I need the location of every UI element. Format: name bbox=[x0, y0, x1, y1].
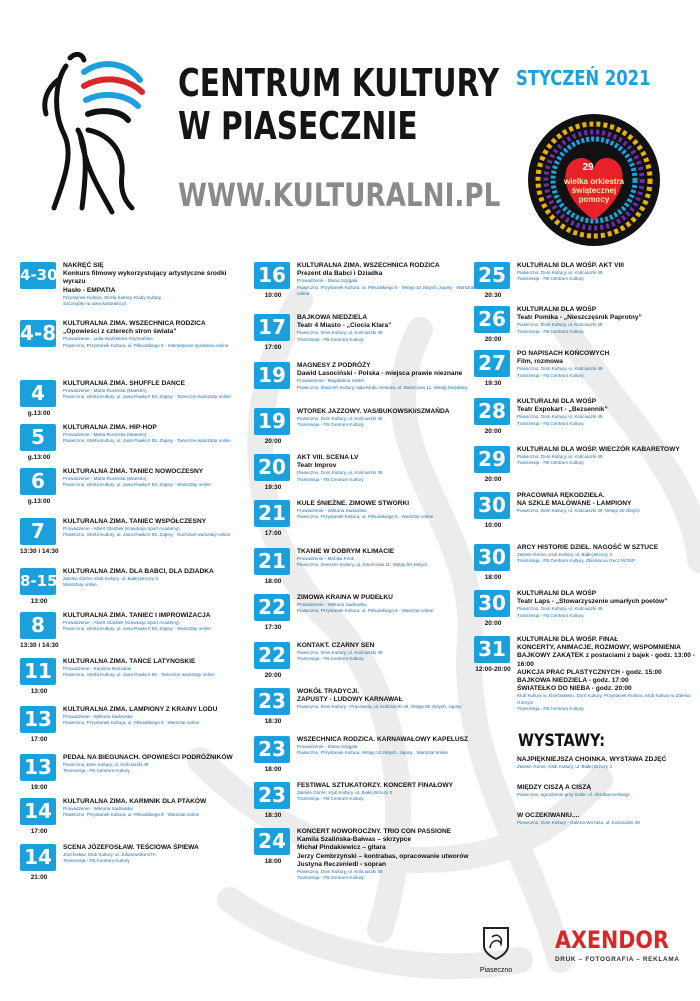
event-date-badge bbox=[20, 754, 58, 791]
event-date-badge bbox=[20, 518, 58, 555]
event-date-badge bbox=[254, 688, 292, 725]
wosp-badge bbox=[526, 112, 662, 248]
event-date: 4 bbox=[20, 380, 56, 407]
event-subtitle: Teatr 4 Miasto - „Ciocia Klara” bbox=[297, 322, 392, 330]
event-date: 23 bbox=[254, 688, 290, 715]
event-date: 27 bbox=[474, 350, 510, 377]
event-meta: Prowadzenie - Diana Szygała bbox=[297, 744, 358, 750]
axendor-name: AXENDOR bbox=[555, 926, 669, 954]
event-meta: Piaseczno, Dom Kultury, ul. Kościuszki 49 bbox=[297, 650, 383, 656]
event-details bbox=[297, 548, 477, 569]
event-details bbox=[63, 320, 243, 349]
event-title: KULTURALNI DLA WOŚP bbox=[517, 590, 597, 597]
event-meta: Piaseczno, Dom Kultury - Pracownia, ul. Kościuszki 49, Wstęp 80 złotych, zapisy bbox=[297, 704, 462, 710]
event-subtitle: Hasło - EMPATIA bbox=[63, 286, 116, 294]
event-subtitle: AUKCJA PRAC PLASTYCZNYCH - godz. 15:00 bbox=[517, 668, 662, 676]
event-details bbox=[63, 658, 243, 679]
event-date: 24 bbox=[254, 828, 290, 855]
event-title: KULTURALNI DLA WOŚP bbox=[517, 306, 597, 313]
event-title: KULTURALNA ZIMA. TAŃCE LATYNOSKIE bbox=[63, 658, 196, 665]
event-title: TKANIE W DOBRYM KLIMACIE bbox=[297, 548, 395, 555]
event-title: KULE ŚNIEŻNE. ZIMOWE STWORKI bbox=[297, 500, 410, 507]
event-date-badge bbox=[474, 492, 512, 529]
event-details bbox=[517, 446, 697, 467]
event-meta: Piaseczno, Dom Kultury, ul. Kościuszki 49 bbox=[297, 416, 383, 422]
event-meta: Piaseczno, Dom Kultury, ul. Kościuszki 49 bbox=[297, 470, 383, 476]
event-date-badge bbox=[254, 500, 292, 537]
event-meta: Transmisja - FB Centrum Kultury bbox=[297, 796, 364, 802]
event-meta: Piaseczno, Dom Kultury, ul. Kościuszki 49 bbox=[63, 762, 149, 768]
event-meta: Transmisja - FB Centrum Kultury bbox=[517, 460, 584, 466]
event-details bbox=[63, 844, 243, 865]
event-meta: Prowadzenie - Wiktoria Sadowska bbox=[297, 602, 367, 608]
month-heading: STYCZEŃ 2021 bbox=[516, 66, 651, 90]
event-meta: Transmisja - FB Centrum Kultury bbox=[63, 768, 130, 774]
event-details bbox=[517, 544, 697, 565]
event-details bbox=[517, 350, 697, 379]
event-meta: Szczegóły na www.kulturalni.pl bbox=[63, 301, 126, 307]
event-title: AKT VIII. SCENA LV bbox=[297, 454, 359, 461]
event-date-badge bbox=[474, 446, 512, 483]
event-details bbox=[297, 262, 477, 297]
event-meta: Prowadzenie - Diana Szygała bbox=[297, 278, 358, 284]
event-details bbox=[517, 262, 697, 283]
event-meta: Transmisja - FB Centrum Kultury bbox=[297, 476, 364, 482]
event-date: 19 bbox=[254, 408, 290, 435]
event-title: KULTURALNA ZIMA. DLA BABCI, DLA DZIADKA bbox=[63, 568, 214, 575]
piaseczno-crest-icon bbox=[481, 926, 511, 960]
event-date-badge bbox=[254, 782, 292, 819]
event-title: KULTURALNA ZIMA. LAMPIONY Z KRAINY LODU bbox=[63, 706, 218, 713]
event-title: KULTURALNI DLA WOŚP. AKT VIII bbox=[517, 262, 624, 269]
event-meta: Zalesie Górne, Klub Kultury, ul. Białej Brzozy 3 bbox=[297, 790, 392, 796]
event-meta: Transmisja - FB Centrum Kultury, Zbiórka na rzecz WOŚP bbox=[517, 558, 636, 564]
event-meta: Transmisja - FB Centrum Kultury bbox=[517, 276, 584, 282]
event-subtitle: Dawid Lasociński - Polska - miejsca prawie nieznane bbox=[297, 370, 463, 378]
event-title: BAJKOWA NIEDZIELA bbox=[297, 314, 368, 321]
event-meta: Piaseczno, Dom Kultury, ul. Kościuszki 49 bbox=[297, 869, 383, 875]
event-title: KULTURALNA ZIMA. SHUFFLE DANCE bbox=[63, 380, 185, 387]
event-date: 31 bbox=[474, 636, 510, 663]
wosp-final: 29 bbox=[582, 162, 594, 173]
axendor-tagline: DRUK – FOTOGRAFIA – REKLAMA bbox=[555, 956, 680, 963]
event-subtitle: Teatr Expokart - „Bezsennik” bbox=[517, 406, 608, 414]
event-date: 25 bbox=[474, 262, 510, 289]
event-date-badge bbox=[20, 320, 58, 350]
event-time: 17:30 bbox=[264, 624, 282, 631]
event-time: 21:00 bbox=[30, 874, 48, 881]
event-title: KULTURALNA ZIMA. TANIEC WSPÓŁCZESNY bbox=[63, 518, 207, 525]
event-date-badge bbox=[254, 594, 292, 631]
event-meta: Transmisja - FB Centrum Kultury bbox=[517, 372, 584, 378]
event-date-badge bbox=[254, 262, 292, 299]
event-details bbox=[63, 380, 243, 401]
event-date: 30 bbox=[474, 590, 510, 617]
event-subtitle: KONCERTY, ANIMACJE, ROZMOWY, WSPOMNIENIA bbox=[517, 644, 681, 652]
event-time: 10:00 bbox=[264, 292, 282, 299]
event-details bbox=[517, 636, 697, 712]
event-date-badge bbox=[474, 544, 512, 581]
event-meta: Prowadzenie - Wiktoria Sadowska bbox=[63, 806, 133, 812]
event-date-badge bbox=[254, 362, 292, 392]
event-time: 20:00 bbox=[484, 428, 502, 435]
event-meta: Piaseczno, Strefa Kultury, ul. Jana Pawła II 55, Zapisy · Ruchowe warsztaty online bbox=[63, 532, 231, 538]
event-date: 28 bbox=[474, 398, 510, 425]
event-title: SCENA JÓZEFOSŁAW. TEŚCIOWA ŚPIEWA bbox=[63, 844, 199, 851]
event-details bbox=[63, 568, 243, 589]
event-subtitle: Prezent dla Babci i Dziadka bbox=[297, 270, 383, 278]
event-time: 17:00 bbox=[30, 736, 48, 743]
event-meta: Transmisja - FB Centrum Kultury bbox=[517, 328, 584, 334]
event-date-badge bbox=[474, 306, 512, 343]
exhibition-item bbox=[474, 812, 689, 826]
event-details bbox=[297, 642, 477, 663]
event-meta: Piaseczno, Dom Kultury, ul. Kościuszki 49 bbox=[297, 330, 383, 336]
event-meta: Prowadzenie - Karolina Muszalak bbox=[63, 666, 132, 672]
event-time: 18:00 bbox=[484, 574, 502, 581]
event-meta: Józefosław, Klub Kultury, ul. Julianowska 67A bbox=[63, 852, 156, 858]
event-details bbox=[297, 314, 477, 343]
event-date-badge bbox=[254, 548, 292, 585]
event-date: 22 bbox=[254, 594, 290, 621]
event-time: 13:00 bbox=[30, 598, 48, 605]
event-subtitle: Kamila Szalińska-Bałwas – skrzypce bbox=[297, 836, 411, 844]
axendor-logo bbox=[555, 926, 687, 963]
event-meta: Prowadzenie - Wiktoria Sadowska bbox=[297, 508, 367, 514]
event-date: 5 bbox=[20, 424, 56, 451]
event-date-badge bbox=[254, 828, 292, 865]
exhibition-item bbox=[474, 784, 689, 798]
event-title: KONTAKT. CZARNY SEN bbox=[297, 642, 375, 649]
event-meta: Prowadzenie - Lidia Iwaśniecka-Szymańska bbox=[63, 336, 153, 342]
event-subtitle: BAJKOWY ZAKĄTEK z postaciami z bajek - godz. 13:00 - 16:00 bbox=[517, 652, 695, 668]
event-date-badge bbox=[254, 642, 292, 679]
event-meta: Piaseczno, Przystanek Kultura, ul. Piłsudskiego 8 · Warsztat online bbox=[63, 720, 200, 726]
exhibition-venue: Zalesie Górne, Klub Kultury, ul. Białej Brzozy 3 bbox=[517, 764, 612, 769]
event-time: 13:30 i 14:30 bbox=[20, 548, 59, 555]
event-subtitle: Teatr Laps - „Stowarzyszenie umarłych poetów” bbox=[517, 598, 668, 606]
event-date: 6 bbox=[20, 468, 56, 495]
exhibition-venue: Piaseczno, ogrodzenie przy Galer. ul. Skrobanovskiego bbox=[517, 792, 630, 797]
event-time: 18:00 bbox=[264, 578, 282, 585]
exhibition-title: NAJPIĘKNIEJSZA CHOINKA. WYSTAWA ZDJĘĆ bbox=[517, 756, 667, 763]
event-date: 23 bbox=[254, 736, 290, 763]
event-date-badge bbox=[20, 706, 58, 743]
event-meta: Transmisja - FB Centrum Kultury bbox=[297, 422, 364, 428]
event-meta: Piaseczno, Dworzec Kultury, sala Klubu Seniora, ul. Dworcowa 11, Wstęp bezpłatny bbox=[297, 384, 468, 390]
event-title: NAKRĘĆ SIĘ bbox=[63, 262, 104, 269]
event-time: 13:30 i 14:30 bbox=[20, 642, 59, 649]
event-date: 13 bbox=[20, 754, 56, 781]
event-date-badge bbox=[20, 798, 58, 835]
event-title: KULTURALNA ZIMA. KARMNIK DLA PTAKÓW bbox=[63, 798, 207, 805]
event-date: 7 bbox=[20, 518, 56, 545]
event-meta: Piaseczno, Dom Kultury, ul. Kościuszki 49 bbox=[517, 270, 603, 276]
event-date-badge bbox=[20, 380, 58, 417]
event-title: PEDAŁ NA BIEGUNACH. OPOWIEŚCI PODRÓŻNIKÓW bbox=[63, 754, 233, 761]
event-date-badge bbox=[20, 844, 58, 881]
event-meta: Klub Kultury w Józefosławiu, Dom Kultury, Przystanek Kultura, Klub Kultury w Zalesiu Górnym bbox=[517, 693, 691, 705]
event-details bbox=[63, 798, 243, 819]
event-date-badge bbox=[20, 568, 58, 605]
event-date: 14 bbox=[20, 844, 56, 871]
event-meta: Prowadzenie - Marta Rusinska (Maestro) bbox=[63, 432, 147, 438]
event-title: KULTURALNI DLA WOŚP. FINAŁ bbox=[517, 636, 619, 643]
event-title: WTOREK JAZZOWY. VAS/BUKOWSKI/SZMAŃDA bbox=[297, 408, 450, 415]
event-details bbox=[297, 688, 477, 711]
event-meta: Prowadzenie - Wiktoria Sadowska bbox=[63, 714, 133, 720]
event-date-badge bbox=[20, 424, 58, 461]
event-date-badge bbox=[254, 408, 292, 445]
event-title: KONCERT NOWOROCZNY. TRIO CON PASSIONE bbox=[297, 828, 452, 835]
event-meta: Piaseczno, Przystanek Kultura, ul. Piłsudskiego 8 · Interaktywne spotkania online bbox=[63, 342, 229, 348]
event-meta: Warsztaty online bbox=[63, 582, 97, 588]
centrum-kultury-logo bbox=[28, 30, 148, 215]
title-line-2: W PIASECZNIE bbox=[178, 104, 418, 148]
event-meta: Piaseczno, Strefa Kultury, ul. Jana Pawła II 55, Zapisy · Warsztaty online bbox=[63, 482, 211, 488]
event-meta: Piaseczno, Dworzec Kultury, ul. Dworcowa 11, Wstęp 60 złotych bbox=[297, 562, 428, 568]
event-details bbox=[63, 754, 243, 775]
event-date: 20 bbox=[254, 454, 290, 481]
event-details bbox=[297, 782, 477, 803]
event-title: FESTIWAL SZTUKATORZY. KONCERT FINAŁOWY bbox=[297, 782, 454, 789]
event-time: 19:30 bbox=[484, 380, 502, 387]
event-time: 20:00 bbox=[484, 620, 502, 627]
event-time: 18:30 bbox=[264, 812, 282, 819]
event-title: ZIMOWA KRAINA W PUDEŁKU bbox=[297, 594, 393, 601]
event-meta: Transmisja - FB Centrum Kultury bbox=[297, 875, 364, 881]
event-subtitle: Michał Pindakiewicz – gitara bbox=[297, 844, 386, 852]
event-title: KULTURALNA ZIMA. TANIEC I IMPROWIZACJA bbox=[63, 612, 211, 619]
event-date: 29 bbox=[474, 446, 510, 473]
event-meta: Piaseczno, Przystanek Kultura, Wstęp 10 złotych, zapisy · Warsztat online bbox=[297, 750, 448, 756]
exhibition-title: W OCZEKIWANIU.... bbox=[517, 812, 580, 819]
event-details bbox=[297, 594, 477, 615]
event-date-badge bbox=[20, 262, 58, 292]
event-title: PO NAPISACH KOŃCOWYCH bbox=[517, 350, 610, 357]
event-time: g.13:00 bbox=[27, 498, 51, 505]
exhibitions-heading: WYSTAWY: bbox=[518, 731, 606, 751]
event-meta: Transmisja - FB Centrum Kultury bbox=[517, 705, 584, 711]
event-meta: Piaseczno, Przystanek Kultura, ul. Piłsudskiego 8 · Wstęp 10 złotych, zapisy · Warsztat online bbox=[297, 284, 475, 296]
event-meta: Prowadzenie - Monika Fenk bbox=[297, 556, 354, 562]
event-meta: Piaseczno, Dom Kultury, ul. Kościuszki 49 bbox=[517, 366, 603, 372]
title-line-1: CENTRUM KULTURY bbox=[178, 61, 500, 105]
event-details bbox=[63, 424, 243, 445]
event-time: g.13:00 bbox=[27, 454, 51, 461]
event-details bbox=[297, 454, 477, 483]
event-date: 11 bbox=[20, 658, 56, 685]
event-time: 20:00 bbox=[264, 438, 282, 445]
event-time: 12:00-20:00 bbox=[475, 666, 511, 673]
event-meta: Przystanek Kultura, Strefa Kultury, Klaby Kultury bbox=[63, 294, 162, 300]
page-title bbox=[178, 62, 499, 148]
event-meta: Prowadzenie - Marta Rusinska (Maestro) bbox=[63, 476, 147, 482]
event-meta: Zalesie Górne, Klub Kultury, ul. Białej Brzozy 3 bbox=[63, 576, 158, 582]
website-url[interactable]: WWW.KULTURALNI.PL bbox=[178, 176, 501, 214]
event-title: WOKÓŁ TRADYCJI. bbox=[297, 688, 359, 695]
event-date: 21 bbox=[254, 500, 290, 527]
event-time: 10:00 bbox=[484, 522, 502, 529]
event-time: 20:30 bbox=[484, 292, 502, 299]
event-meta: Transmisja - FB Centrum Kultury bbox=[517, 612, 584, 618]
event-date-badge bbox=[20, 612, 58, 649]
event-title: KULTURALNA ZIMA. WSZECHNICA RODZICA bbox=[63, 320, 206, 327]
event-title: KULTURALNA ZIMA. WSZECHNICA RODZICA bbox=[297, 262, 440, 269]
event-date: 21 bbox=[254, 548, 290, 575]
event-meta: Piaseczno, Dom Kultury, ul. Kościuszki 49 bbox=[517, 322, 603, 328]
event-meta: Zalesie Górne, Klub Kultury, ul. Białej Brzozy 3 bbox=[517, 552, 612, 558]
event-meta: Piaseczno, Strefa Kultury, ul. Jana Pawła II 55, Zapisy · Taneczne warsztaty online bbox=[63, 438, 231, 444]
event-subtitle: BAJKOWA NIEDZIELA - godz. 17:00 bbox=[517, 677, 629, 685]
event-subtitle: ZAPUSTY - LUDOWY KARNAWAŁ bbox=[297, 696, 403, 704]
event-date: 30 bbox=[474, 492, 510, 519]
event-subtitle: Teatr Pomika - „Nieszczęśnik Paprotny” bbox=[517, 314, 642, 322]
wosp-text: wielka orkiestra świątecznej pomocy bbox=[563, 177, 625, 204]
event-time: 17:00 bbox=[30, 828, 48, 835]
event-details bbox=[517, 398, 697, 427]
event-details bbox=[517, 590, 697, 619]
event-details bbox=[63, 706, 243, 727]
event-date: 17 bbox=[254, 314, 290, 341]
event-title: KULTURALNI DLA WOŚP bbox=[517, 398, 597, 405]
event-subtitle: Konkurs filmowy wykorzystujący artystyczne środki wyrazu bbox=[63, 270, 227, 286]
event-date: 19 bbox=[254, 362, 290, 389]
event-meta: Prowadzenie - Marta Rusinska (Maestro) bbox=[63, 388, 147, 394]
event-date: 8-15 bbox=[20, 568, 56, 595]
event-date-badge bbox=[474, 398, 512, 435]
event-date-badge bbox=[254, 314, 292, 351]
event-date-badge bbox=[474, 636, 512, 673]
event-date: 30 bbox=[474, 544, 510, 571]
event-meta: Transmisja - FB Centrum Kultury bbox=[63, 858, 130, 864]
event-date: 16 bbox=[254, 262, 290, 289]
event-time: 18:00 bbox=[264, 858, 282, 865]
event-time: 13:00 bbox=[30, 688, 48, 695]
event-date-badge bbox=[20, 658, 58, 695]
event-details bbox=[63, 468, 243, 489]
event-time: 20:00 bbox=[484, 336, 502, 343]
event-meta: Piaseczno, Strefa Kultury, ul. Jana Pawła II 55 · Taneczne warsztaty online bbox=[63, 672, 215, 678]
event-title: MAGNESY Z PODRÓŻY bbox=[297, 362, 371, 369]
event-date-badge bbox=[254, 736, 292, 773]
event-subtitle: Teatr Improv bbox=[297, 462, 337, 470]
event-meta: Prowadzenie - Albert Glazbek (Krawtarja Sport Academy) bbox=[63, 526, 180, 532]
event-subtitle: Film, rozmowa bbox=[517, 358, 563, 366]
event-details bbox=[297, 408, 477, 429]
event-details bbox=[297, 362, 477, 391]
event-date: 8 bbox=[20, 612, 56, 639]
event-meta: Piaseczno, Dom Kultury, ul. Kościuszki 49 bbox=[517, 606, 603, 612]
event-time: 19:00 bbox=[30, 784, 48, 791]
event-meta: Piaseczno, Strefa Kultury, ul. Jana Pawła II 55, Zapisy · Taneczne warsztaty online bbox=[63, 394, 231, 400]
event-title: KULTURALNA ZIMA. HIP-HOP bbox=[63, 424, 157, 431]
event-details bbox=[63, 612, 243, 633]
event-time: 17:00 bbox=[264, 530, 282, 537]
event-date: 4-30 bbox=[20, 262, 56, 289]
event-title: PRACOWNIA RĘKODZIEŁA. bbox=[517, 492, 605, 499]
event-date-badge bbox=[474, 590, 512, 627]
event-time: g.13:00 bbox=[27, 410, 51, 417]
event-subtitle: NA SZKLE MALOWANE - LAMPIONY bbox=[517, 500, 632, 508]
event-meta: Transmisja - FB Centrum Kultury bbox=[297, 656, 364, 662]
event-subtitle: „Opowieści z czterech stron świata” bbox=[63, 328, 177, 336]
event-date: 14 bbox=[20, 798, 56, 825]
event-title: KULTURALNI DLA WOŚP. WIECZÓR KABARETOWY bbox=[517, 446, 680, 453]
event-time: 18:00 bbox=[264, 766, 282, 773]
event-details bbox=[517, 306, 697, 335]
event-title: KULTURALNA ZIMA. TANIEC NOWOCZESNY bbox=[63, 468, 204, 475]
exhibition-title: MIĘDZY CISZĄ A CISZĄ bbox=[517, 784, 592, 791]
event-meta: Prowadzenie - Magdalena Hetter bbox=[297, 378, 365, 384]
exhibition-item bbox=[474, 756, 689, 770]
event-date-badge bbox=[474, 262, 512, 299]
event-meta: Prowadzenie - Albert Glazbek (Krawtarja Sport Academy) bbox=[63, 620, 180, 626]
piaseczno-logo bbox=[476, 926, 516, 974]
event-meta: Piaseczno, Przystanek Kultura, ul. Piłsudskiego 8 · Warsztat online bbox=[297, 608, 434, 614]
event-meta: Piaseczno, Przystanek Kultura, ul. Piłsudskiego 8 · Warsztat online bbox=[63, 812, 200, 818]
event-date-badge bbox=[474, 350, 512, 387]
event-time: 20:00 bbox=[484, 476, 502, 483]
event-title: ARCY HISTORIE DZIEŁ. NAGOŚĆ W SZTUCE bbox=[517, 544, 659, 551]
event-date: 13 bbox=[20, 706, 56, 733]
event-date-badge bbox=[254, 454, 292, 491]
event-meta: Piaseczno, Przystanek Kultura, ul. Piłsudskiego 8 · Warsztat online bbox=[297, 514, 434, 520]
event-subtitle: ŚWIATEŁKO DO NIEBA - godz. 20:00 bbox=[517, 685, 632, 693]
event-date-badge bbox=[20, 468, 58, 505]
event-subtitle: Jerzy Cembrzyński – kontrabas, opracowanie utworów bbox=[297, 852, 469, 860]
event-title: WSZECHNICA RODZICA. KARNAWAŁOWY KAPELUSZ bbox=[297, 736, 469, 743]
event-date: 22 bbox=[254, 642, 290, 669]
event-meta: Transmisja - FB Centrum Kultury bbox=[517, 420, 584, 426]
event-details bbox=[297, 828, 477, 881]
event-time: 20:00 bbox=[264, 672, 282, 679]
event-details bbox=[517, 492, 697, 515]
event-subtitle: Justyna Reczeniedi - sopran bbox=[297, 860, 387, 868]
exhibition-venue: Piaseczno, Dom Kultury - Galeria Wit raża, ul. Kościuszki 49 bbox=[517, 820, 640, 825]
event-time: 18:30 bbox=[264, 718, 282, 725]
event-meta: Piaseczno, Strefa Kultury, ul. Jana Pawła II 55, Zapisy · Warsztaty online bbox=[63, 626, 211, 632]
piaseczno-label: Piaseczno bbox=[479, 967, 513, 974]
event-details bbox=[297, 500, 477, 521]
event-date: 26 bbox=[474, 306, 510, 333]
event-details bbox=[63, 518, 243, 539]
event-meta: Transmisja - FB Centrum Kultury bbox=[297, 336, 364, 342]
event-meta: Piaseczno, Dom Kultury, ul. Kościuszki 49 bbox=[517, 454, 603, 460]
event-meta: Piaseczno, Dom Kultury, ul. Kościuszki 49, Wstęp 30 złotych bbox=[517, 508, 640, 514]
event-time: 17:00 bbox=[264, 344, 282, 351]
event-details bbox=[297, 736, 477, 757]
event-meta: Piaseczno, Dom Kultury, ul. Kościuszki 49 bbox=[517, 414, 603, 420]
event-details bbox=[63, 262, 243, 307]
event-date: 23 bbox=[254, 782, 290, 809]
event-date: 4-8 bbox=[20, 321, 57, 345]
event-time: 19:30 bbox=[264, 484, 282, 491]
